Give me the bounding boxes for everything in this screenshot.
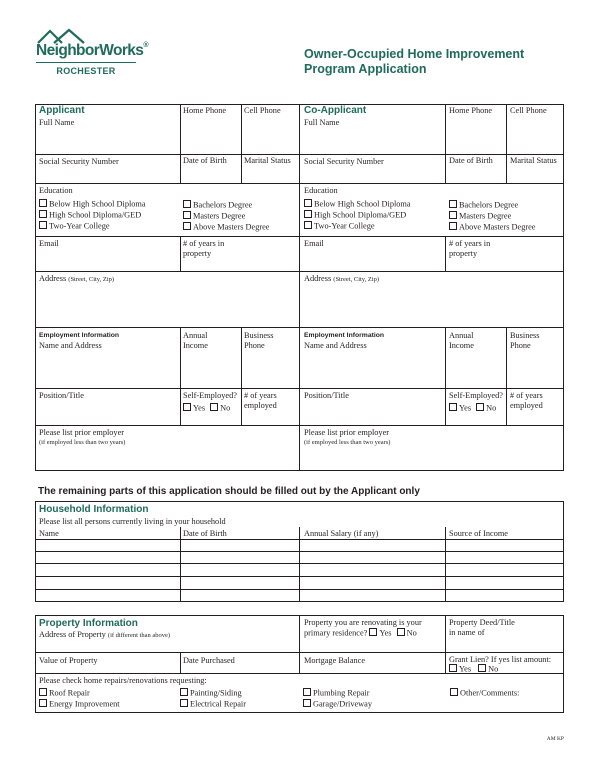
neighborworks-logo [36, 28, 148, 78]
full-name-label: Full Name [39, 118, 75, 127]
co-edu-above-masters-option[interactable]: Above Masters Degree [449, 222, 536, 233]
checkbox[interactable] [39, 210, 47, 218]
position-title-label: Position/Title [39, 391, 84, 400]
grant-lien-label: Grant Lien? If yes list amount: [449, 655, 552, 664]
property-heading: Property Information [39, 618, 138, 629]
checkbox[interactable] [183, 211, 191, 219]
logo-city: ROCHESTER [56, 66, 116, 76]
household-instruction: Please list all persons currently living in your household [39, 517, 226, 526]
checkbox[interactable] [449, 211, 457, 219]
co-cell-phone-label: Cell Phone [510, 106, 547, 115]
co-employment-info-label: Employment Information [304, 332, 385, 339]
no-checkbox[interactable] [476, 403, 484, 411]
co-employer-name-address-label: Name and Address [304, 341, 367, 350]
checkbox[interactable] [39, 199, 47, 207]
co-edu-hs-option[interactable]: High School Diploma/GED [304, 210, 406, 221]
education-label: Education [39, 186, 73, 195]
checkbox[interactable] [449, 200, 457, 208]
prior-employer-label: Please list prior employer [39, 428, 125, 437]
ssn-label: Social Security Number [39, 157, 119, 166]
co-prior-employer-hint: (if employed less than two years) [304, 439, 391, 446]
checkbox[interactable] [304, 210, 312, 218]
grant-lien-options[interactable]: Yes No [449, 664, 498, 675]
repair-plumbing[interactable]: Plumbing Repair [303, 688, 369, 699]
checkbox[interactable] [304, 221, 312, 229]
edu-bachelors-option[interactable]: Bachelors Degree [183, 200, 252, 211]
co-self-employed-options[interactable]: Yes No [449, 403, 496, 414]
co-years-employed-label: # of years employed [510, 391, 543, 410]
employer-name-address-label: Name and Address [39, 341, 102, 350]
checkbox[interactable] [183, 222, 191, 230]
household-heading: Household Information [39, 504, 149, 515]
date-purchased-label: Date Purchased [183, 656, 235, 665]
co-years-in-property-label: # of years in property [449, 239, 491, 258]
co-edu-masters-option[interactable]: Masters Degree [449, 211, 511, 222]
co-marital-status-label: Marital Status [510, 156, 557, 165]
employment-info-label: Employment Information [39, 332, 120, 339]
repairs-prompt: Please check home repairs/renovations requesting: [39, 676, 207, 685]
applicant-only-banner: The remaining parts of this application should be filled out by the Applicant only [38, 486, 420, 497]
col-dob: Date of Birth [183, 529, 227, 538]
checkbox[interactable] [183, 200, 191, 208]
logo-divider [36, 62, 136, 63]
co-position-title-label: Position/Title [304, 391, 349, 400]
deed-title-label: Property Deed/Title in name of [449, 618, 515, 637]
col-name: Name [39, 529, 59, 538]
edu-hs-option[interactable]: High School Diploma/GED [39, 210, 141, 221]
co-full-name-label: Full Name [304, 118, 340, 127]
co-edu-bachelors-option[interactable]: Bachelors Degree [449, 200, 518, 211]
checkbox[interactable] [450, 688, 458, 696]
property-address-label: Address of Property (if different than above) [39, 630, 171, 639]
edu-above-masters-option[interactable]: Above Masters Degree [183, 222, 270, 233]
co-email-label: Email [304, 239, 324, 248]
yes-checkbox[interactable] [449, 403, 457, 411]
yes-checkbox[interactable] [369, 628, 377, 636]
footer-initials: AM KP [546, 736, 564, 742]
edu-masters-option[interactable]: Masters Degree [183, 211, 245, 222]
edu-two-year-option[interactable]: Two-Year College [39, 221, 110, 232]
yes-checkbox[interactable] [183, 403, 191, 411]
primary-residence-question: Property you are renovating is your primary residence? Yes No [304, 618, 422, 638]
col-income-source: Source of Income [449, 529, 508, 538]
no-checkbox[interactable] [397, 628, 405, 636]
checkbox[interactable] [39, 221, 47, 229]
col-salary: Annual Salary (if any) [304, 529, 379, 538]
annual-income-label: Annual Income [183, 331, 208, 350]
checkbox[interactable] [39, 688, 47, 696]
property-value-label: Value of Property [39, 656, 98, 665]
logo-wordmark: NeighborWorks® [36, 42, 148, 59]
checkbox[interactable] [303, 699, 311, 707]
address-label: Address (Street, City, Zip) [39, 274, 115, 283]
years-in-property-label: # of years in property [183, 239, 225, 258]
repair-garage[interactable]: Garage/Driveway [303, 699, 372, 710]
repair-roof[interactable]: Roof Repair [39, 688, 90, 699]
co-business-phone-label: Business Phone [510, 331, 540, 350]
repair-electrical[interactable]: Electrical Repair [180, 699, 246, 710]
checkbox[interactable] [304, 199, 312, 207]
self-employed-label: Self-Employed? [183, 391, 237, 400]
form-title: Owner-Occupied Home Improvement Program Application [304, 47, 525, 76]
co-edu-two-year-option[interactable]: Two-Year College [304, 221, 375, 232]
co-education-label: Education [304, 186, 338, 195]
email-label: Email [39, 239, 59, 248]
cell-phone-label: Cell Phone [244, 106, 281, 115]
co-prior-employer-label: Please list prior employer [304, 428, 390, 437]
co-dob-label: Date of Birth [449, 156, 493, 165]
co-address-label: Address (Street, City, Zip) [304, 274, 380, 283]
no-checkbox[interactable] [210, 403, 218, 411]
dob-label: Date of Birth [183, 156, 227, 165]
checkbox[interactable] [303, 688, 311, 696]
no-checkbox[interactable] [478, 664, 486, 672]
co-annual-income-label: Annual Income [449, 331, 474, 350]
repair-energy[interactable]: Energy Improvement [39, 699, 120, 710]
marital-status-label: Marital Status [244, 156, 291, 165]
checkbox[interactable] [180, 688, 188, 696]
co-applicant-heading: Co-Applicant [304, 105, 367, 116]
checkbox[interactable] [180, 699, 188, 707]
years-employed-label: # of years employed [244, 391, 277, 410]
edu-below-hs-option[interactable]: Below High School Diploma [39, 199, 146, 210]
repair-other[interactable]: Other/Comments: [450, 688, 519, 699]
prior-employer-hint: (if employed less than two years) [39, 439, 126, 446]
yes-checkbox[interactable] [449, 664, 457, 672]
checkbox[interactable] [39, 699, 47, 707]
repair-painting[interactable]: Painting/Siding [180, 688, 242, 699]
center-divider [299, 104, 300, 471]
self-employed-options[interactable]: Yes No [183, 403, 230, 414]
mortgage-balance-label: Mortgage Balance [304, 656, 366, 665]
applicant-heading: Applicant [39, 105, 85, 116]
business-phone-label: Business Phone [244, 331, 274, 350]
home-phone-label: Home Phone [183, 106, 227, 115]
co-self-employed-label: Self-Employed? [449, 391, 503, 400]
co-edu-below-hs-option[interactable]: Below High School Diploma [304, 199, 411, 210]
co-home-phone-label: Home Phone [449, 106, 493, 115]
checkbox[interactable] [449, 222, 457, 230]
co-ssn-label: Social Security Number [304, 157, 384, 166]
